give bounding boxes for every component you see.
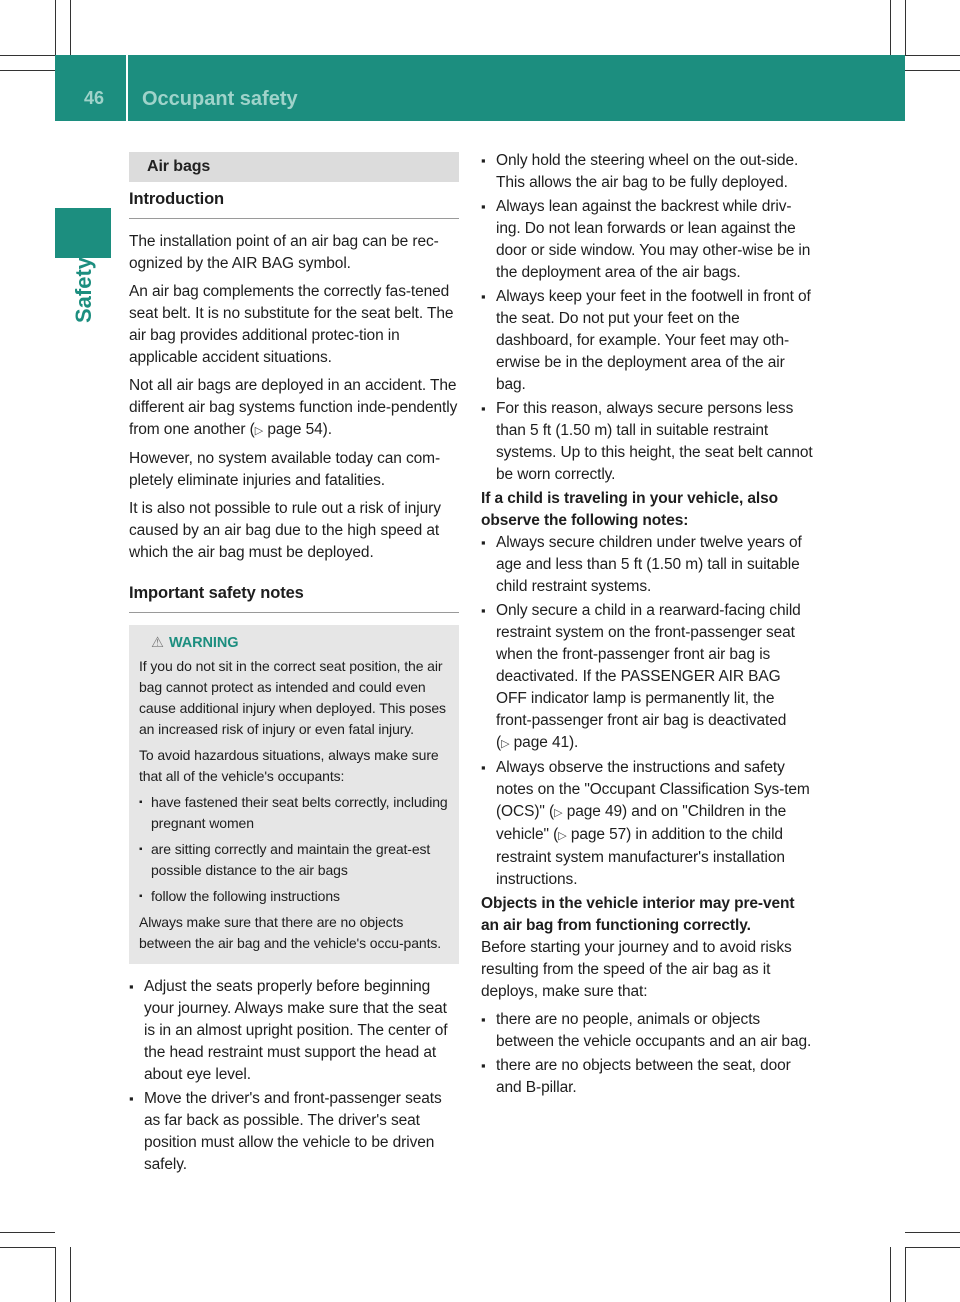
child-bullet-list: [481, 532, 813, 891]
warning-title-text: WARNING: [169, 635, 239, 651]
crop-mark: [70, 1247, 71, 1302]
crop-mark: [0, 55, 55, 56]
list-item: ▪ are sitting correctly and maintain the great-est possible distance to the air bags: [139, 839, 449, 881]
page-number: 46: [84, 88, 105, 108]
list-item-text: Only secure a child in a rearward-facing child restraint system on the front-passenger seat when the front-passenger front air bag is deactivated. If the PASSENGER AIR BAG OFF indicator lamp is permanently lit, the front-passenger front air bag is deactivated (: [496, 602, 801, 751]
paragraph: The installation point of an air bag can be rec-ognized by the AIR BAG symbol.: [129, 233, 439, 272]
list-item: ▪ Always keep your feet in the footwell in front of the seat. Do not put your feet on the dashboard, for example. Your feet may oth-erwise be in the deployment area of the air bag.: [481, 286, 813, 396]
side-section-label: Safety: [71, 256, 96, 324]
list-item: ▪ Always secure children under twelve years of age and less than 5 ft (1.50 m) tall in suitable child restraint systems.: [481, 532, 813, 598]
bullet-list: [481, 150, 813, 486]
page-ref-link[interactable]: page 57) in addition to the child restraint system manufacturer's installation instructions.: [496, 826, 785, 888]
header-divider: [126, 55, 128, 121]
page-ref-link[interactable]: page 54).: [267, 421, 332, 438]
crop-mark: [0, 1247, 55, 1248]
side-tab-marker: [55, 208, 111, 258]
objects-heading: Objects in the vehicle interior may pre-vent an air bag from functioning correctly.: [481, 895, 795, 934]
bullet-list: [481, 1009, 813, 1099]
paragraph: An air bag complements the correctly fas-tened seat belt. It is no substitute for the seat belt. The air bag provides additional protec-tion in applicable accident situations.: [129, 283, 454, 366]
crop-mark: [55, 0, 56, 55]
warning-bullet-list: [139, 792, 449, 907]
page-ref-arrow-icon: ▷: [558, 830, 567, 842]
intro-heading: Introduction: [129, 188, 459, 219]
page-ref-arrow-icon: ▷: [554, 807, 563, 819]
warning-triangle-icon: ⚠: [151, 635, 164, 651]
paragraph: Before starting your journey and to avoid risks resulting from the speed of the air bag as it deploys, make sure that:: [481, 939, 792, 1000]
bullet-list: [129, 976, 459, 1176]
paragraph-text: Not all air bags are deployed in an accident. The different air bag systems function inde-pendently from one another (: [129, 377, 458, 438]
safety-notes-heading: Important safety notes: [129, 582, 459, 613]
list-item: [481, 600, 813, 755]
crop-mark: [890, 1247, 891, 1302]
crop-mark: [0, 1232, 55, 1233]
list-item: ▪ Adjust the seats properly before beginning your journey. Always make sure that the seat is in an almost upright position. The center of the head restraint must support the head at about eye level.: [129, 976, 459, 1086]
crop-mark: [905, 0, 906, 55]
warning-title: [139, 633, 449, 654]
crop-mark: [890, 0, 891, 55]
page-ref-arrow-icon: ▷: [501, 738, 510, 750]
crop-mark: [905, 70, 960, 71]
paragraph: It is also not possible to rule out a risk of injury caused by an air bag due to the high speed at which the air bag must be deployed.: [129, 500, 441, 561]
list-item: ▪ Only hold the steering wheel on the out-side. This allows the air bag to be fully deployed.: [481, 150, 813, 194]
crop-mark: [70, 0, 71, 55]
paragraph: However, no system available today can com-pletely eliminate injuries and fatalities.: [129, 450, 441, 489]
warning-box: [129, 625, 459, 964]
crop-mark: [905, 1247, 960, 1248]
list-item: ▪ For this reason, always secure persons less than 5 ft (1.50 m) tall in suitable restraint systems. Up to this height, the seat belt cannot be worn correctly.: [481, 398, 813, 486]
list-item: ▪ there are no objects between the seat, door and B-pillar.: [481, 1055, 813, 1099]
warning-paragraph: If you do not sit in the correct seat position, the air bag cannot protect as intended and could even cause additional injury when deployed. This poses an increased risk of injury or even fatal injury.: [139, 658, 446, 737]
crop-mark: [905, 55, 960, 56]
page-ref-link[interactable]: page 41).: [513, 734, 579, 751]
warning-paragraph: Always make sure that there are no objects between the air bag and the vehicle's occu-pants.: [139, 914, 442, 951]
list-item: ▪ Move the driver's and front-passenger seats as far back as possible. The driver's seat position must allow the vehicle to be driven safely.: [129, 1088, 459, 1176]
list-item: [481, 757, 813, 891]
section-label: Air bags: [129, 152, 459, 182]
crop-mark: [0, 70, 55, 71]
list-item: ▪ Always lean against the backrest while driv-ing. Do not lean forwards or lean against the door or side window. You may other-wise be in the deployment area of the air bags.: [481, 196, 813, 284]
child-heading: If a child is traveling in your vehicle, also observe the following notes:: [481, 490, 778, 529]
list-item-text: Always observe the instructions and safety notes on the "Occupant Classification Sys-tem (OCS)" (: [496, 759, 810, 820]
right-column: [481, 150, 813, 1101]
list-item: ▪ follow the following instructions: [139, 886, 449, 907]
crop-mark: [905, 1247, 906, 1302]
paragraph: [129, 375, 459, 442]
warning-paragraph: To avoid hazardous situations, always make sure that all of the vehicle's occupants:: [139, 747, 439, 784]
left-column: [129, 152, 459, 1178]
crop-mark: [905, 1232, 960, 1233]
crop-mark: [55, 1247, 56, 1302]
page-title: Occupant safety: [142, 88, 298, 110]
page-ref-link[interactable]: page 49) and on "Children in the vehicle" (: [496, 803, 787, 843]
page-ref-arrow-icon: ▷: [254, 425, 264, 437]
list-item: ▪ have fastened their seat belts correctly, including pregnant women: [139, 792, 449, 834]
list-item: ▪ there are no people, animals or objects between the vehicle occupants and an air bag.: [481, 1009, 813, 1053]
